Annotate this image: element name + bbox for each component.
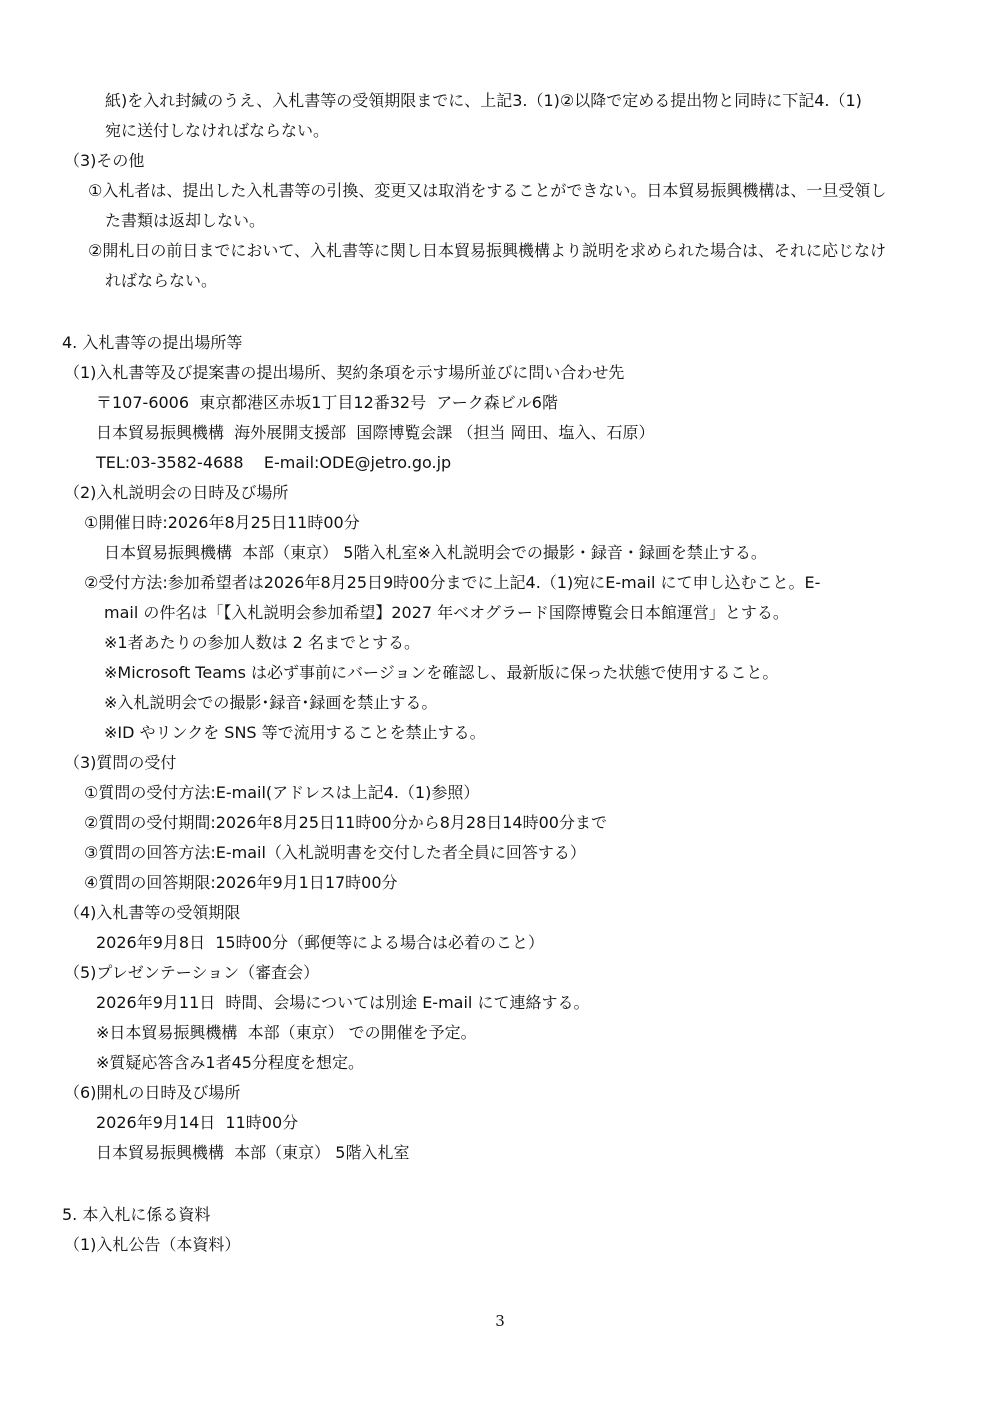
text-line: 紙)を入れ封緘のうえ、入札書等の受領期限までに、上記3.（1)②以降で定める提出物と同時に下記4.（1) bbox=[105, 91, 862, 110]
note-line: ※1者あたりの参加人数は 2 名までとする。 bbox=[104, 633, 420, 652]
subsection-heading: （4)入札書等の受領期限 bbox=[64, 903, 241, 922]
text-line: ればならない。 bbox=[105, 271, 218, 290]
page-number: 3 bbox=[495, 1312, 505, 1330]
text-line: 〒107-6006 東京都港区赤坂1丁目12番32号 アーク森ビル6階 bbox=[96, 393, 558, 412]
subsection-heading: （1)入札書等及び提案書の提出場所、契約条項を示す場所並びに問い合わせ先 bbox=[64, 363, 625, 382]
note-line: ※入札説明会での撮影･録音･録画を禁止する。 bbox=[104, 693, 438, 712]
subsection-heading: （3)その他 bbox=[64, 151, 145, 170]
text-line: 2026年9月11日 時間、会場については別途 E-mail にて連絡する。 bbox=[96, 993, 590, 1012]
section-heading: 5. 本入札に係る資料 bbox=[62, 1205, 211, 1224]
note-line: ※ID やリンクを SNS 等で流用することを禁止する。 bbox=[104, 723, 486, 742]
text-line: 2026年9月8日 15時00分（郵便等による場合は必着のこと） bbox=[96, 933, 544, 952]
subsection-heading: （2)入札説明会の日時及び場所 bbox=[64, 483, 289, 502]
text-line: 日本貿易振興機構 本部（東京） 5階入札室 bbox=[96, 1143, 410, 1162]
text-line: 日本貿易振興機構 海外展開支援部 国際博覧会課 （担当 岡田、塩入、石原） bbox=[96, 423, 655, 442]
text-line: 2026年9月14日 11時00分 bbox=[96, 1113, 299, 1132]
text-line: 宛に送付しなければならない。 bbox=[105, 121, 330, 140]
text-line: ③質問の回答方法:E-mail（入札説明書を交付した者全員に回答する） bbox=[84, 843, 586, 862]
subsection-heading: （5)プレゼンテーション（審査会） bbox=[64, 963, 320, 982]
note-line: ※質疑応答含み1者45分程度を想定。 bbox=[96, 1053, 364, 1072]
text-line: ②開札日の前日までにおいて、入札書等に関し日本貿易振興機構より説明を求められた場合は、それに応じなけ bbox=[88, 241, 887, 260]
text-line: mail の件名は「【入札説明会参加希望】2027 年ベオグラード国際博覧会日本館運営」とする。 bbox=[104, 603, 789, 622]
note-line: ※Microsoft Teams は必ず事前にバージョンを確認し、最新版に保った状態で使用すること。 bbox=[104, 663, 779, 682]
text-line: た書類は返却しない。 bbox=[105, 211, 266, 230]
contact-line: TEL:03-3582-4688 E-mail:ODE@jetro.go.jp bbox=[96, 453, 452, 472]
text-line: ①質問の受付方法:E-mail(アドレスは上記4.（1)参照） bbox=[84, 783, 480, 802]
note-line: ※日本貿易振興機構 本部（東京） での開催を予定。 bbox=[96, 1023, 477, 1042]
text-line: ①入札者は、提出した入札書等の引換、変更又は取消をすることができない。日本貿易振興機構は、一旦受領し bbox=[88, 181, 887, 200]
section-heading: 4. 入札書等の提出場所等 bbox=[62, 333, 243, 352]
text-line: 日本貿易振興機構 本部（東京） 5階入札室※入札説明会での撮影・録音・録画を禁止する。 bbox=[104, 543, 767, 562]
subsection-heading: （3)質問の受付 bbox=[64, 753, 177, 772]
text-line: ②受付方法:参加希望者は2026年8月25日9時00分までに上記4.（1)宛にE-mail にて申し込むこと。E- bbox=[84, 573, 821, 592]
text-line: ④質問の回答期限:2026年9月1日17時00分 bbox=[84, 873, 398, 892]
text-line: ①開催日時:2026年8月25日11時00分 bbox=[84, 513, 360, 532]
text-line: ②質問の受付期間:2026年8月25日11時00分から8月28日14時00分まで bbox=[84, 813, 607, 832]
subsection-heading: （1)入札公告（本資料） bbox=[64, 1235, 241, 1254]
subsection-heading: （6)開札の日時及び場所 bbox=[64, 1083, 241, 1102]
